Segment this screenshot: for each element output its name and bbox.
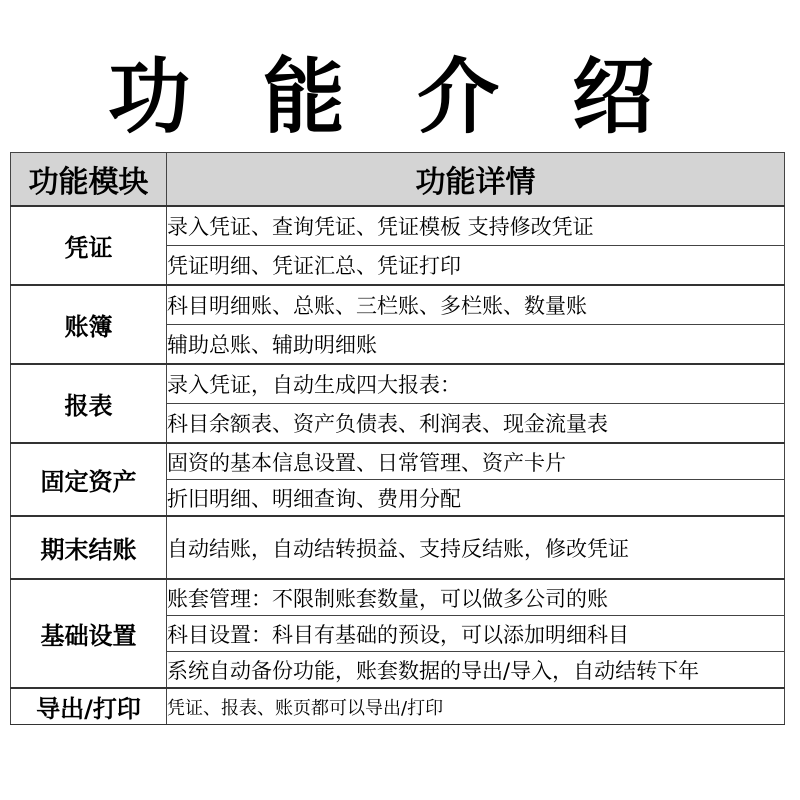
module-cell-report: 报表 [11, 364, 167, 443]
table-row [11, 443, 785, 480]
detail-cell: 固资的基本信息设置、日常管理、资产卡片 [167, 443, 785, 480]
header-module: 功能模块 [11, 153, 167, 207]
detail-cell: 凭证、报表、账页都可以导出/打印 [167, 688, 785, 725]
detail-cell: 折旧明细、明细查询、费用分配 [167, 480, 785, 517]
module-cell-voucher: 凭证 [11, 206, 167, 285]
detail-cell: 系统自动备份功能，账套数据的导出/导入，自动结转下年 [167, 652, 785, 689]
header-detail: 功能详情 [167, 153, 785, 207]
detail-cell: 科目明细账、总账、三栏账、多栏账、数量账 [167, 285, 785, 325]
module-cell-fixed-assets: 固定资产 [11, 443, 167, 516]
module-cell-export-print: 导出/打印 [11, 688, 167, 725]
detail-cell: 科目余额表、资产负债表、利润表、现金流量表 [167, 404, 785, 444]
detail-cell: 辅助总账、辅助明细账 [167, 325, 785, 365]
table-row [11, 364, 785, 404]
table-row [11, 688, 785, 725]
table-row [11, 516, 785, 579]
page-title: 功 能 介 绍 [108, 50, 676, 145]
table-header-row [11, 153, 785, 207]
table-row [11, 579, 785, 616]
detail-cell: 凭证明细、凭证汇总、凭证打印 [167, 246, 785, 286]
detail-cell: 录入凭证，自动生成四大报表： [167, 364, 785, 404]
detail-cell: 自动结账，自动结转损益、支持反结账，修改凭证 [167, 516, 785, 579]
table-row [11, 206, 785, 246]
detail-cell: 录入凭证、查询凭证、凭证模板 支持修改凭证 [167, 206, 785, 246]
module-cell-period-close: 期末结账 [11, 516, 167, 579]
module-cell-basic-settings: 基础设置 [11, 579, 167, 688]
module-cell-ledger: 账簿 [11, 285, 167, 364]
feature-table [10, 152, 785, 725]
table-row [11, 285, 785, 325]
detail-cell: 账套管理：不限制账套数量，可以做多公司的账 [167, 579, 785, 616]
detail-cell: 科目设置：科目有基础的预设，可以添加明细科目 [167, 616, 785, 652]
